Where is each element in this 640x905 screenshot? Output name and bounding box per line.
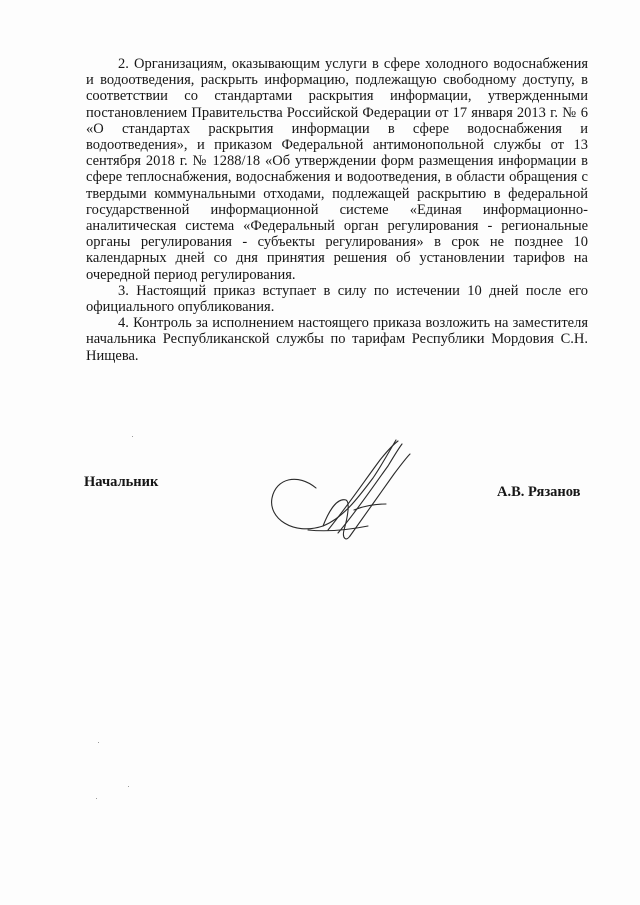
paragraph-4: 4. Контроль за исполнением настоящего приказа возложить на заместителя начальника Республиканской службы по тарифам Республики Мордовия С.Н. Нищева. (86, 315, 588, 364)
scan-speck (98, 742, 99, 743)
handwritten-signature (268, 438, 418, 548)
scan-speck (96, 798, 97, 799)
document-body (86, 56, 588, 364)
signer-position-title: Начальник (84, 474, 159, 490)
signer-name: А.В. Рязанов (497, 484, 581, 500)
scan-speck (128, 786, 129, 787)
paragraph-3: 3. Настоящий приказ вступает в силу по истечении 10 дней после его официального опубликования. (86, 282, 588, 316)
scan-speck (132, 436, 133, 437)
paragraph-2: 2. Организациям, оказывающим услуги в сфере холодного водоснабжения и водоотведения, раскрыть информацию, подлежащую свободному доступу, в соответствии со стандартами раскрытия информации, утвержденными постановлением Правительства Российской Федерации от 17 января 2013 г. № 6 «О стандартах раскрытия информации в сфере водоснабжения и водоотведения», и приказом Федеральной антимонопольной службы от 13 сентября 2018 г. № 1288/18 «Об утверждении форм размещения информации в сфере теплоснабжения, водоснабжения и водоотведения, в области обращения с твердыми коммунальными отходами, подлежащей раскрытию в федеральной государственной информационной системе «Единая информационно-аналитическая система «Федеральный орган регулирования - региональные органы регулирования - субъекты регулирования» в срок не позднее 10 календарных дней со дня принятия решения об установлении тарифов на очередной период регулирования. (86, 56, 588, 283)
